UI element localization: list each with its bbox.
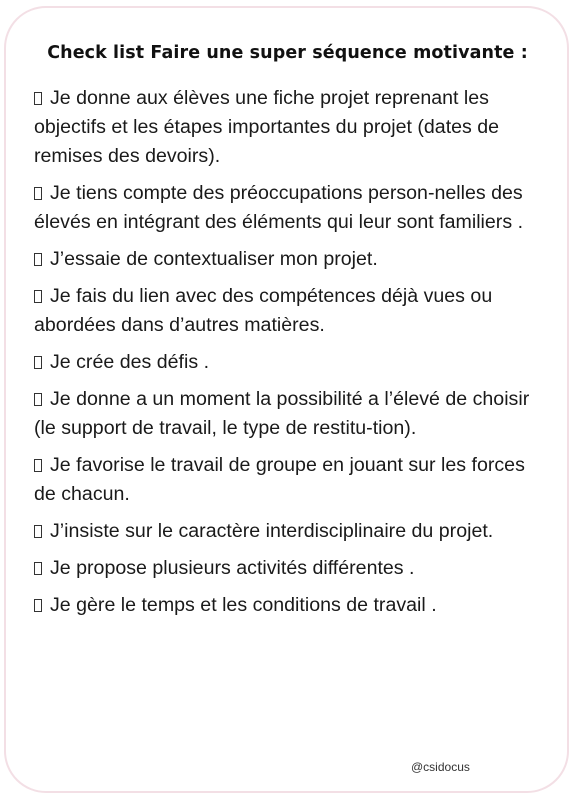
checkbox-icon: [34, 599, 42, 612]
checklist-item-text: J’insiste sur le caractère interdisciplinaire du projet.: [50, 520, 494, 542]
checklist-item-text: Je tiens compte des préoccupations person-nelles des élevés en intégrant des éléments qui leur sont familiers .: [34, 182, 524, 233]
checklist-item: [34, 451, 550, 509]
checklist: [34, 84, 550, 628]
checklist-item: [34, 84, 550, 171]
checklist-item: [34, 348, 550, 377]
checklist-item: [34, 385, 550, 443]
checklist-item: [34, 245, 550, 274]
checkbox-icon: [34, 459, 42, 472]
checkbox-icon: [34, 525, 42, 538]
checklist-item: [34, 554, 550, 583]
checkbox-icon: [34, 393, 42, 406]
checkbox-icon: [34, 356, 42, 369]
checklist-item-text: Je donne a un moment la possibilité a l’élevé de choisir (le support de travail, le type de restitu-tion).: [34, 388, 530, 439]
checklist-item-text: Je gère le temps et les conditions de travail .: [50, 594, 437, 616]
checkbox-icon: [34, 187, 42, 200]
checklist-item: [34, 517, 550, 546]
checkbox-icon: [34, 92, 42, 105]
checklist-item: [34, 179, 550, 237]
checklist-title: Check list Faire une super séquence motivante :: [47, 43, 528, 63]
checklist-item-text: J’essaie de contextualiser mon projet.: [50, 248, 378, 270]
checklist-item-text: Je propose plusieurs activités différentes .: [50, 557, 415, 579]
checklist-item-text: Je fais du lien avec des compétences déjà vues ou abordées dans d’autres matières.: [34, 285, 493, 336]
checklist-item: [34, 591, 550, 620]
checklist-item-text: Je favorise le travail de groupe en jouant sur les forces de chacun.: [34, 454, 525, 505]
checkbox-icon: [34, 290, 42, 303]
checklist-item-text: Je donne aux élèves une fiche projet reprenant les objectifs et les étapes importantes du projet (dates de remises des devoirs).: [34, 87, 500, 167]
author-credit: @csidocus: [411, 760, 470, 774]
checkbox-icon: [34, 253, 42, 266]
checklist-item: [34, 282, 550, 340]
checkbox-icon: [34, 562, 42, 575]
checklist-item-text: Je crée des défis .: [50, 351, 210, 373]
